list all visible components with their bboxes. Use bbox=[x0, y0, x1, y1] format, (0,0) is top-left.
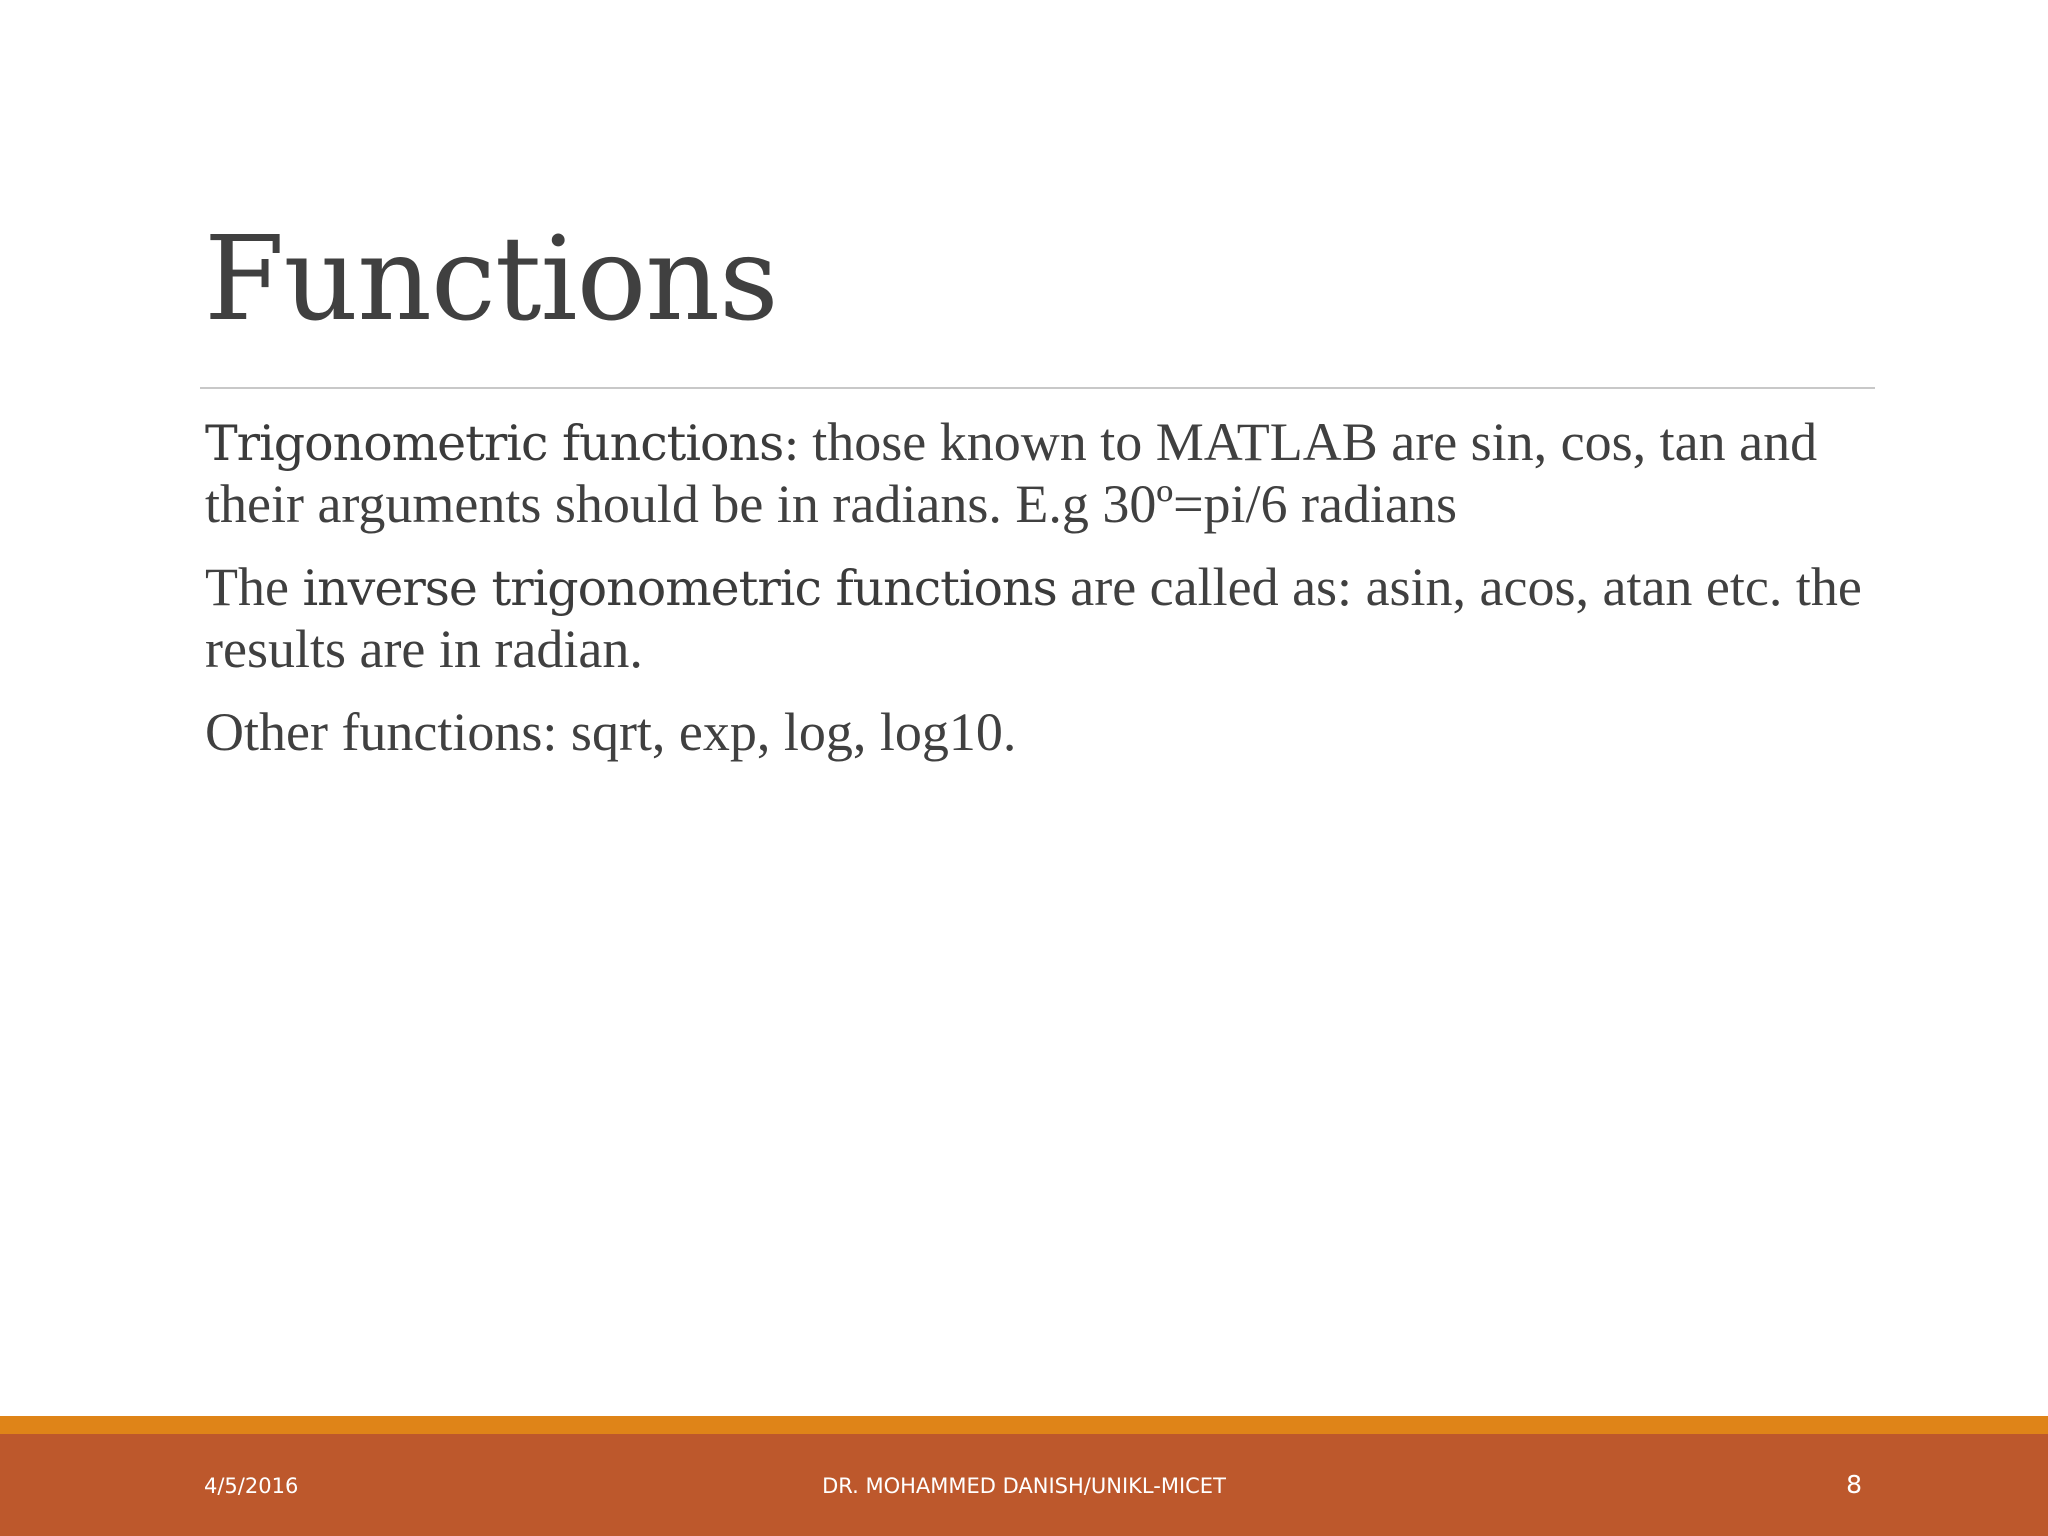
footer-author: DR. MOHAMMED DANISH/UNIKL-MICET bbox=[822, 1474, 1226, 1498]
page-number: 8 bbox=[1846, 1470, 1862, 1499]
paragraph-inverse-heading: inverse trigonometric functions bbox=[302, 560, 1057, 617]
slide-body bbox=[205, 412, 1865, 785]
paragraph-other-text: Other functions: sqrt, exp, log, log10. bbox=[205, 702, 1017, 762]
footer-accent-band bbox=[0, 1416, 2048, 1434]
paragraph-trigonometric-text: those known to MATLAB are sin, cos, tan and their arguments should be in radians. E.g 30º=pi/6 radians bbox=[205, 412, 1818, 534]
paragraph-other bbox=[205, 702, 1865, 763]
paragraph-trigonometric-heading: Trigonometric functions: bbox=[205, 415, 799, 472]
footer-bar bbox=[0, 1434, 2048, 1536]
footer-date: 4/5/2016 bbox=[204, 1474, 299, 1498]
paragraph-inverse-text: are called as: asin, acos, atan etc. the results are in radian. bbox=[205, 557, 1862, 679]
title-divider bbox=[200, 387, 1875, 389]
paragraph-inverse-prefix: The bbox=[205, 557, 303, 617]
paragraph-inverse bbox=[205, 557, 1865, 680]
slide-title: Functions bbox=[204, 212, 778, 347]
paragraph-trigonometric bbox=[205, 412, 1865, 535]
